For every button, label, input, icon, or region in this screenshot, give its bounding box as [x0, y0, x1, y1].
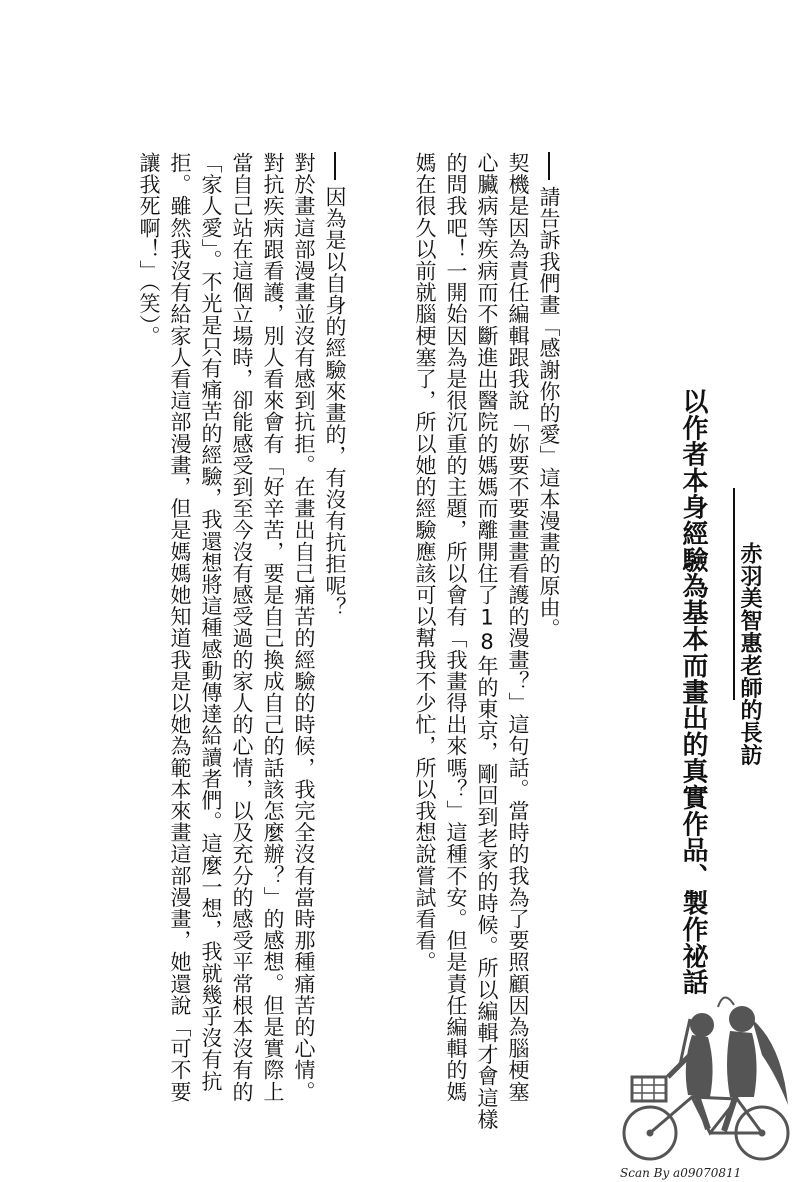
- scan-credit: Scan By a09070811: [620, 1166, 742, 1180]
- question-dash: [334, 152, 336, 180]
- page-subtitle: 赤羽美智惠老師的長訪: [737, 542, 763, 766]
- answer-2-line-1: 對於畫這部漫畫並沒有感到抗拒。在畫出自己痛苦的經驗的時候，我完全沒有當時那種痛苦的心情。: [292, 152, 316, 1103]
- answer-1-line-1: 契機是因為責任編輯跟我說「妳要不要畫畫看護的漫畫？」這句話。當時的我為了要照顧因為腦梗塞: [506, 152, 530, 1103]
- answer-2-line-4: 「家人愛」。不光是只有痛苦的經驗，我還想將這種感動傳達給讀者們。這麼一想，我就幾乎沒有抗: [199, 152, 223, 1092]
- page-title: 以作者本身經驗為基本而畫出的真實作品、製作祕話: [678, 388, 708, 996]
- answer-1-line-4: 媽在很久以前就腦梗塞了，所以她的經驗應該可以幫我不少忙，所以我想說嘗試看看。: [413, 152, 437, 973]
- answer-2-line-6: 讓我死啊！」（笑）。: [137, 152, 161, 347]
- question-dash: [548, 152, 550, 180]
- question-2: 因為是以自身的經驗來畫的，有沒有抗拒呢？: [323, 186, 347, 618]
- bicycle-riders-icon: [612, 985, 798, 1165]
- answer-1-line-3: 的問我吧！一開始因為是很沉重的主題，所以會有「我畫得出來嗎？」這種不安。但是責任編輯的媽: [444, 152, 468, 1103]
- answer-2-line-5: 拒。雖然我沒有給家人看這部漫畫，但是媽媽她知道我是以她為範本來畫這部漫畫，她還說「可不要: [168, 152, 192, 1103]
- answer-2-line-2: 對抗疾病跟看護，別人看來會有「好辛苦，要是自己換成自己的話該怎麼辦？」的感想。但是實際上: [261, 152, 285, 1103]
- answer-1-line-2: 心臟病等疾病而不斷進出醫院的媽媽而離開住了18年的東京，剛回到老家的時候。所以編輯才會這樣: [475, 152, 499, 1130]
- question-1: 請告訴我們畫「感謝你的愛」這本漫畫的原由。: [537, 186, 561, 640]
- answer-2-line-3: 當自己站在這個立場時，卻能感受到至今沒有感受過的家人的心情，以及充分的感受平常根本沒有的: [230, 152, 254, 1103]
